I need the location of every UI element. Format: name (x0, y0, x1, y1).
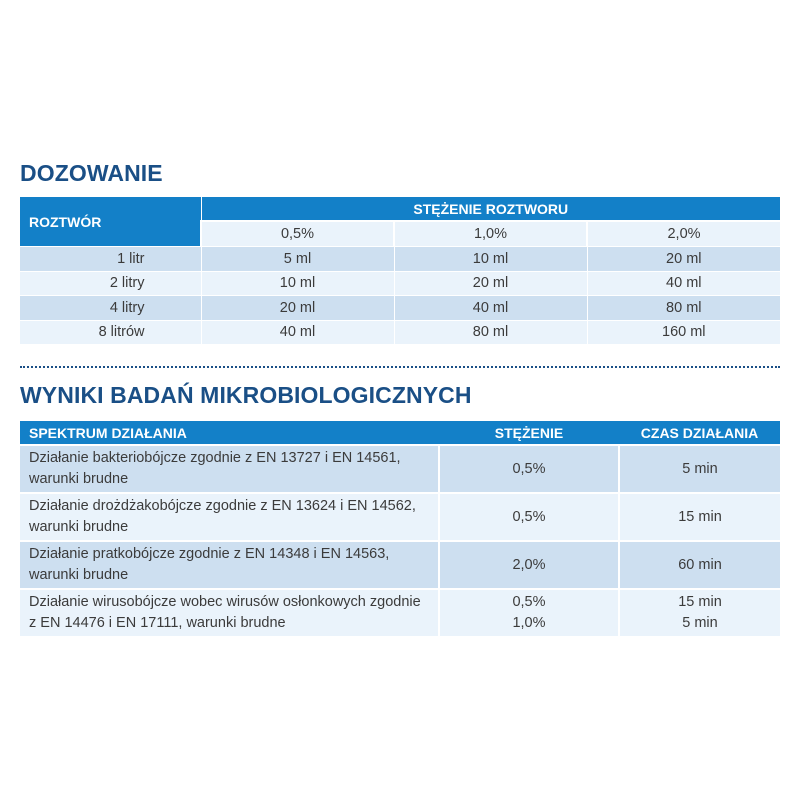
dotted-divider (20, 366, 780, 368)
dose-cell: 20 ml (201, 296, 394, 321)
table-row (20, 493, 780, 541)
concentration-value: 0,5% (512, 594, 546, 610)
concentration-header: 2,0% (587, 221, 780, 247)
volume-cell: 8 litrów (20, 320, 201, 344)
dose-cell: 80 ml (394, 320, 587, 344)
micro-title: WYNIKI BADAŃ MIKROBIOLOGICZNYCH (20, 382, 472, 408)
concentration-header: 1,0% (394, 221, 587, 247)
table-row (20, 247, 780, 272)
time-cell: 5 min (619, 445, 780, 493)
dose-cell: 40 ml (587, 271, 780, 296)
dose-cell: 10 ml (394, 247, 587, 272)
spectrum-header: SPEKTRUM DZIAŁANIA (20, 421, 439, 445)
volume-cell: 1 litr (20, 247, 201, 272)
dose-cell: 20 ml (394, 271, 587, 296)
dose-cell: 40 ml (201, 320, 394, 344)
spectrum-cell: Działanie drożdżakobójcze zgodnie z EN 13624 i EN 14562, warunki brudne (20, 493, 439, 541)
concentration-value: 1,0% (512, 615, 546, 631)
time-cell: 15 min (619, 493, 780, 541)
concentration-header: 0,5% (201, 221, 394, 247)
dosing-table (20, 197, 780, 344)
time-header: CZAS DZIAŁANIA (619, 421, 780, 445)
dosing-title: DOZOWANIE (20, 160, 163, 186)
spectrum-cell: Działanie wirusobójcze wobec wirusów osłonkowych zgodnie z EN 14476 i EN 17111, warunki brudne (20, 589, 439, 636)
micro-results-table (20, 421, 780, 636)
time-cell: 60 min (619, 541, 780, 589)
concentration-cell (439, 589, 619, 636)
table-row (20, 445, 780, 493)
dose-cell: 160 ml (587, 320, 780, 344)
col-solution-header: ROZTWÓR (20, 197, 201, 247)
spectrum-cell: Działanie pratkobójcze zgodnie z EN 14348 i EN 14563, warunki brudne (20, 541, 439, 589)
spectrum-cell: Działanie bakteriobójcze zgodnie z EN 13727 i EN 14561, warunki brudne (20, 445, 439, 493)
volume-cell: 2 litry (20, 271, 201, 296)
volume-cell: 4 litry (20, 296, 201, 321)
table-row (20, 271, 780, 296)
time-cell (619, 589, 780, 636)
concentration-header: STĘŻENIE (439, 421, 619, 445)
concentration-cell: 2,0% (439, 541, 619, 589)
concentration-cell: 0,5% (439, 445, 619, 493)
time-value: 15 min (678, 594, 722, 610)
time-value: 5 min (682, 615, 718, 631)
table-row (20, 589, 780, 636)
concentration-cell: 0,5% (439, 493, 619, 541)
dose-cell: 5 ml (201, 247, 394, 272)
dose-cell: 80 ml (587, 296, 780, 321)
col-concentration-header: STĘŻENIE ROZTWORU (201, 197, 780, 221)
dose-cell: 10 ml (201, 271, 394, 296)
table-row (20, 541, 780, 589)
table-row (20, 296, 780, 321)
dose-cell: 20 ml (587, 247, 780, 272)
table-row (20, 320, 780, 344)
dose-cell: 40 ml (394, 296, 587, 321)
